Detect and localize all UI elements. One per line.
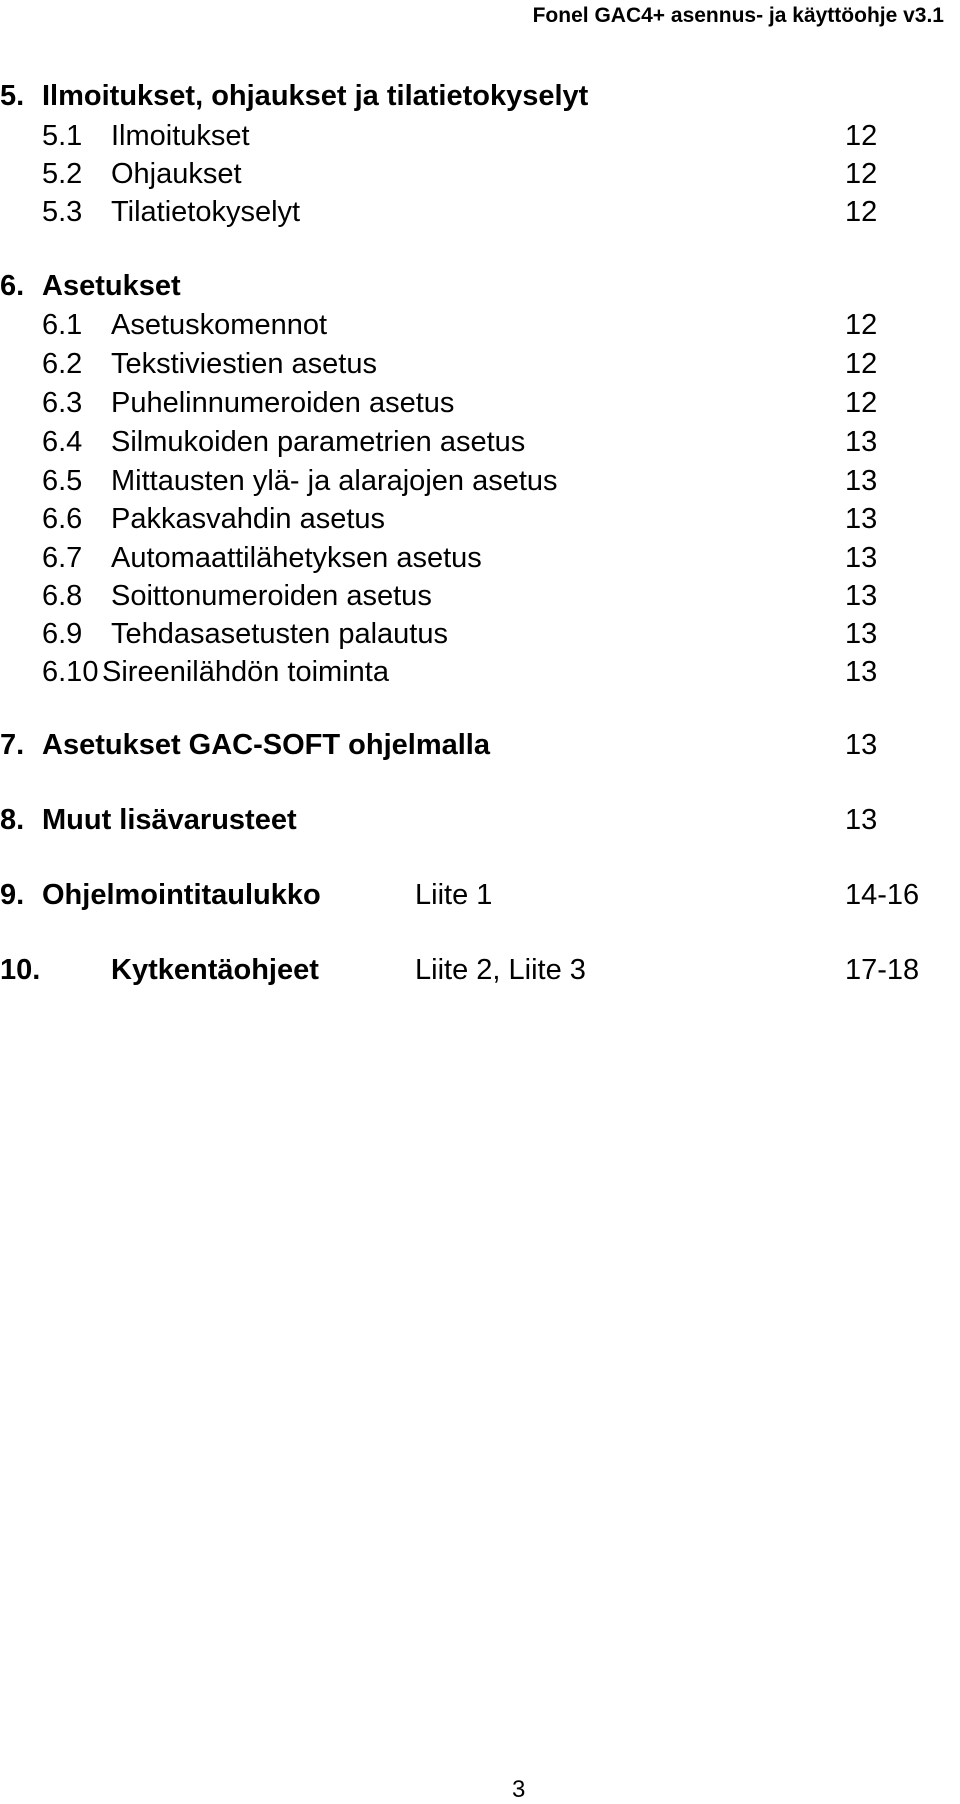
toc-item-6-9 [0, 616, 960, 652]
toc-item-6-2 [0, 346, 960, 382]
item-title: Tehdasasetusten palautus [111, 618, 448, 650]
item-number: 6.2 [42, 348, 83, 380]
section-title: Asetukset [42, 270, 181, 302]
item-page: 12 [845, 158, 878, 190]
toc-section-6 [0, 268, 960, 304]
section-number: 9. [0, 879, 25, 911]
item-title: Sireenilähdön toiminta [102, 656, 389, 688]
section-page: 13 [845, 804, 878, 836]
item-title: Soittonumeroiden asetus [111, 580, 432, 612]
document-header: Fonel GAC4+ asennus- ja käyttöohje v3.1 [532, 4, 944, 27]
item-page: 13 [845, 426, 878, 458]
item-title: Ohjaukset [111, 158, 242, 190]
toc-item-6-6 [0, 501, 960, 537]
appendix-reference: Liite 1 [415, 879, 493, 911]
item-page: 13 [845, 503, 878, 535]
item-title: Tekstiviestien asetus [111, 348, 377, 380]
toc-item-6-7 [0, 540, 960, 576]
toc-section-7 [0, 727, 960, 763]
toc-section-9 [0, 877, 960, 913]
toc-section-8 [0, 802, 960, 838]
section-page: 13 [845, 729, 878, 761]
item-number: 6.1 [42, 309, 83, 341]
item-page: 13 [845, 542, 878, 574]
section-number: 8. [0, 804, 25, 836]
section-title: Muut lisävarusteet [42, 804, 297, 836]
item-number: 6.8 [42, 580, 83, 612]
toc-item-6-4 [0, 424, 960, 460]
item-title: Asetuskomennot [111, 309, 328, 341]
item-page: 13 [845, 618, 878, 650]
section-page: 17-18 [845, 954, 920, 986]
toc-item-6-8 [0, 578, 960, 614]
item-number: 6.7 [42, 542, 83, 574]
item-number: 6.10 [42, 656, 99, 688]
section-title: Asetukset GAC-SOFT ohjelmalla [42, 729, 490, 761]
section-number: 10. [0, 954, 41, 986]
toc-item-6-10 [0, 654, 960, 690]
section-title: Ohjelmointitaulukko [42, 879, 321, 911]
item-title: Silmukoiden parametrien asetus [111, 426, 526, 458]
toc-item-6-3 [0, 385, 960, 421]
item-page: 12 [845, 309, 878, 341]
section-title: Ilmoitukset, ohjaukset ja tilatietokyselyt [42, 80, 589, 112]
item-number: 6.3 [42, 387, 83, 419]
toc-section-10 [0, 952, 960, 988]
toc-item-5-3 [0, 194, 960, 230]
section-title: Kytkentäohjeet [111, 954, 319, 986]
toc-item-5-2 [0, 156, 960, 192]
toc-item-5-1 [0, 118, 960, 154]
section-number: 6. [0, 270, 25, 302]
item-number: 6.9 [42, 618, 83, 650]
appendix-reference: Liite 2, Liite 3 [415, 954, 586, 986]
item-page: 13 [845, 580, 878, 612]
item-number: 6.4 [42, 426, 83, 458]
item-number: 6.5 [42, 465, 83, 497]
toc-section-5 [0, 78, 960, 114]
item-page: 12 [845, 196, 878, 228]
section-number: 5. [0, 80, 25, 112]
item-number: 5.1 [42, 120, 83, 152]
item-title: Automaattilähetyksen asetus [111, 542, 482, 574]
item-title: Pakkasvahdin asetus [111, 503, 386, 535]
item-number: 5.2 [42, 158, 83, 190]
item-title: Tilatietokyselyt [111, 196, 301, 228]
item-number: 5.3 [42, 196, 83, 228]
item-title: Ilmoitukset [111, 120, 250, 152]
item-title: Mittausten ylä- ja alarajojen asetus [111, 465, 558, 497]
item-title: Puhelinnumeroiden asetus [111, 387, 455, 419]
item-page: 12 [845, 387, 878, 419]
toc-item-6-1 [0, 307, 960, 343]
item-page: 12 [845, 348, 878, 380]
section-number: 7. [0, 729, 25, 761]
item-page: 12 [845, 120, 878, 152]
item-number: 6.6 [42, 503, 83, 535]
item-page: 13 [845, 656, 878, 688]
page-number: 3 [512, 1776, 526, 1803]
item-page: 13 [845, 465, 878, 497]
toc-item-6-5 [0, 463, 960, 499]
section-page: 14-16 [845, 879, 920, 911]
